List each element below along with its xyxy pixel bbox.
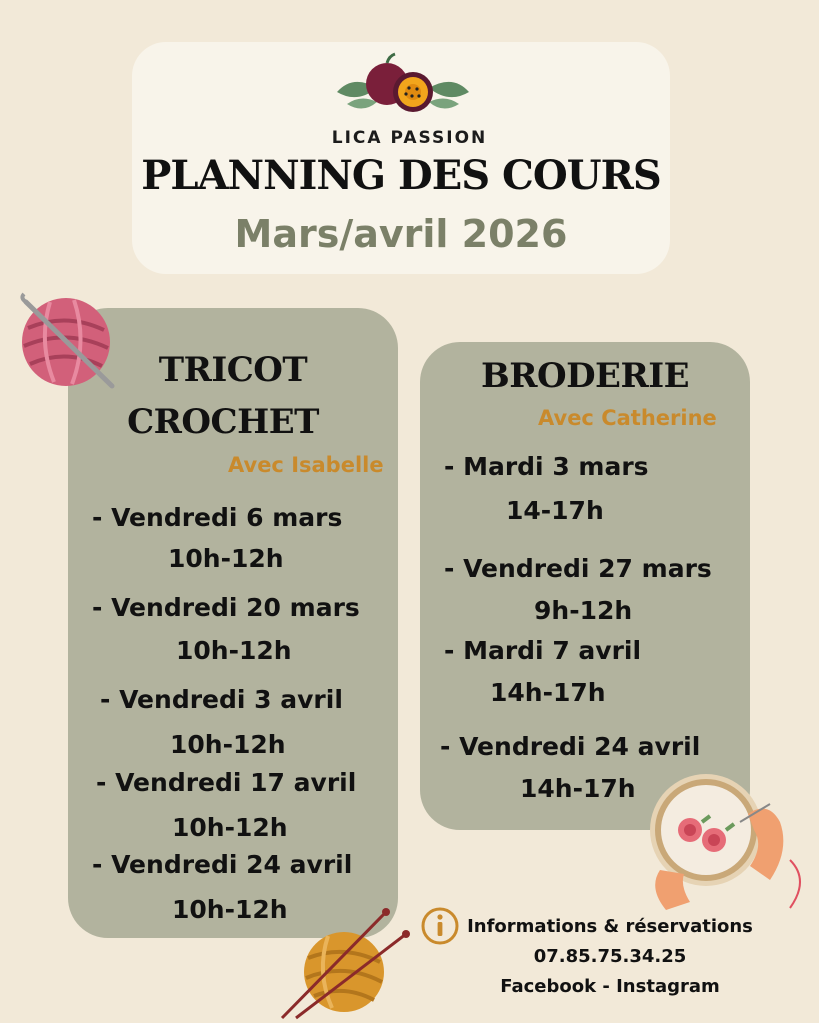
info-phone: 07.85.75.34.25 [533, 946, 687, 967]
tricot-session-date: - Vendredi 20 mars [92, 593, 360, 622]
passion-fruit-logo-icon [333, 52, 473, 122]
orange-yarn-ball-knitting-needles-icon [278, 908, 418, 1020]
tricot-session-date: - Vendredi 6 mars [92, 503, 343, 532]
tricot-session-time: 10h-12h [172, 895, 288, 924]
broderie-session-time: 9h-12h [534, 596, 633, 625]
tricot-title-line1: TRICOT [158, 350, 308, 390]
broderie-session-date: - Mardi 3 mars [444, 452, 649, 481]
broderie-session-time: 14h-17h [520, 774, 636, 803]
broderie-title: BRODERIE [480, 356, 690, 396]
tricot-session-date: - Vendredi 24 avril [92, 850, 353, 879]
info-block [440, 912, 780, 1002]
broderie-teacher: Avec Catherine [538, 406, 717, 430]
tricot-title-line2: CROCHET [127, 402, 319, 442]
broderie-session-date: - Mardi 7 avril [444, 636, 642, 665]
broderie-session-time: 14h-17h [490, 678, 606, 707]
tricot-session-time: 10h-12h [176, 636, 292, 665]
tricot-session-time: 10h-12h [170, 730, 286, 759]
tricot-teacher: Avec Isabelle [228, 453, 384, 477]
tricot-crochet-card [68, 308, 398, 938]
page-title: PLANNING DES COURS [141, 152, 661, 199]
broderie-session-date: - Vendredi 24 avril [440, 732, 701, 761]
info-social: Facebook - Instagram [500, 976, 720, 997]
embroidery-hoop-hands-icon [640, 770, 810, 916]
info-heading: Informations & réservations [467, 916, 753, 937]
broderie-card [420, 342, 750, 830]
broderie-session-date: - Vendredi 27 mars [444, 554, 712, 583]
pink-yarn-ball-crochet-hook-icon [14, 290, 118, 394]
page-subtitle: Mars/avril 2026 [234, 212, 568, 256]
tricot-session-date: - Vendredi 3 avril [100, 685, 343, 714]
broderie-session-time: 14-17h [506, 496, 604, 525]
tricot-session-time: 10h-12h [172, 813, 288, 842]
tricot-session-time: 10h-12h [168, 544, 284, 573]
tricot-session-date: - Vendredi 17 avril [96, 768, 357, 797]
brand-name: LICA PASSION [331, 128, 488, 148]
